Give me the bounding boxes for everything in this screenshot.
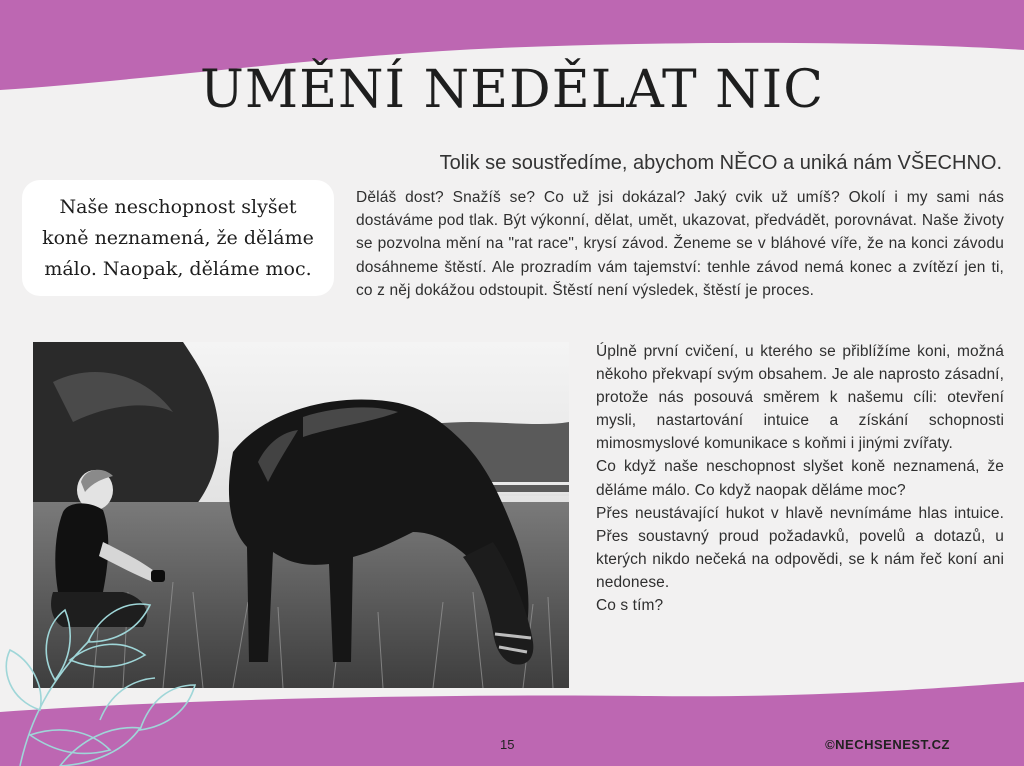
quote-text: Naše neschopnost slyšet koně neznamená, že děláme málo. Naopak, děláme moc. <box>42 195 314 280</box>
site-link[interactable]: ©NECHSENEST.CZ <box>825 737 950 752</box>
page-number: 15 <box>500 737 515 752</box>
leaf-decoration-icon <box>0 560 200 766</box>
body-paragraph-4: Co s tím? <box>596 597 664 615</box>
quote-box <box>22 180 334 296</box>
page-title: UMĚNÍ NEDĚLAT NIC <box>200 60 824 120</box>
body-paragraph-3: Přes neustávající hukot v hlavě nevnímáme hlas intuice. Přes soustavný proud požadavků, povelů a dotazů, u kterých nikdo nečeká na odpovědi, se k nám řeč koní ani nedonese. <box>596 504 1004 591</box>
body-paragraph-2: Co když naše neschopnost slyšet koně neznamená, že děláme málo. Co když naopak děláme moc? <box>596 458 1004 499</box>
page-subtitle: Tolik se soustředíme, abychom NĚCO a uniká nám VŠECHNO. <box>439 152 1002 174</box>
body-column <box>596 340 1004 617</box>
body-paragraph-1: Úplně první cvičení, u kterého se přiblížíme koni, možná někoho překvapí svým obsahem. Je ale naprosto zásadní, protože nás posouvá směrem k našemu cíli: otevření mysli, nastartování intuice a získání schopnosti mimosmyslové komunikace s koňmi i jinými zvířaty. <box>596 343 1004 453</box>
intro-paragraph: Děláš dost? Snažíš se? Co už jsi dokázal? Jaký cvik už umíš? Okolí i my sami nás dostáváme pod tlak. Být výkonní, dělat, umět, ukazovat, předvádět, porovnávat. Naše životy se pozvolna mění na "rat race", krysí závod. Ženeme se v bláhové víře, že na konci závodu dosáhneme štěstí. Ale prozradím vám tajemství: tenhle závod nemá konec a zvítězí jen ti, co z něj dokážou odstoupit. Štěstí není výsledek, štěstí je proces. <box>356 189 1004 299</box>
